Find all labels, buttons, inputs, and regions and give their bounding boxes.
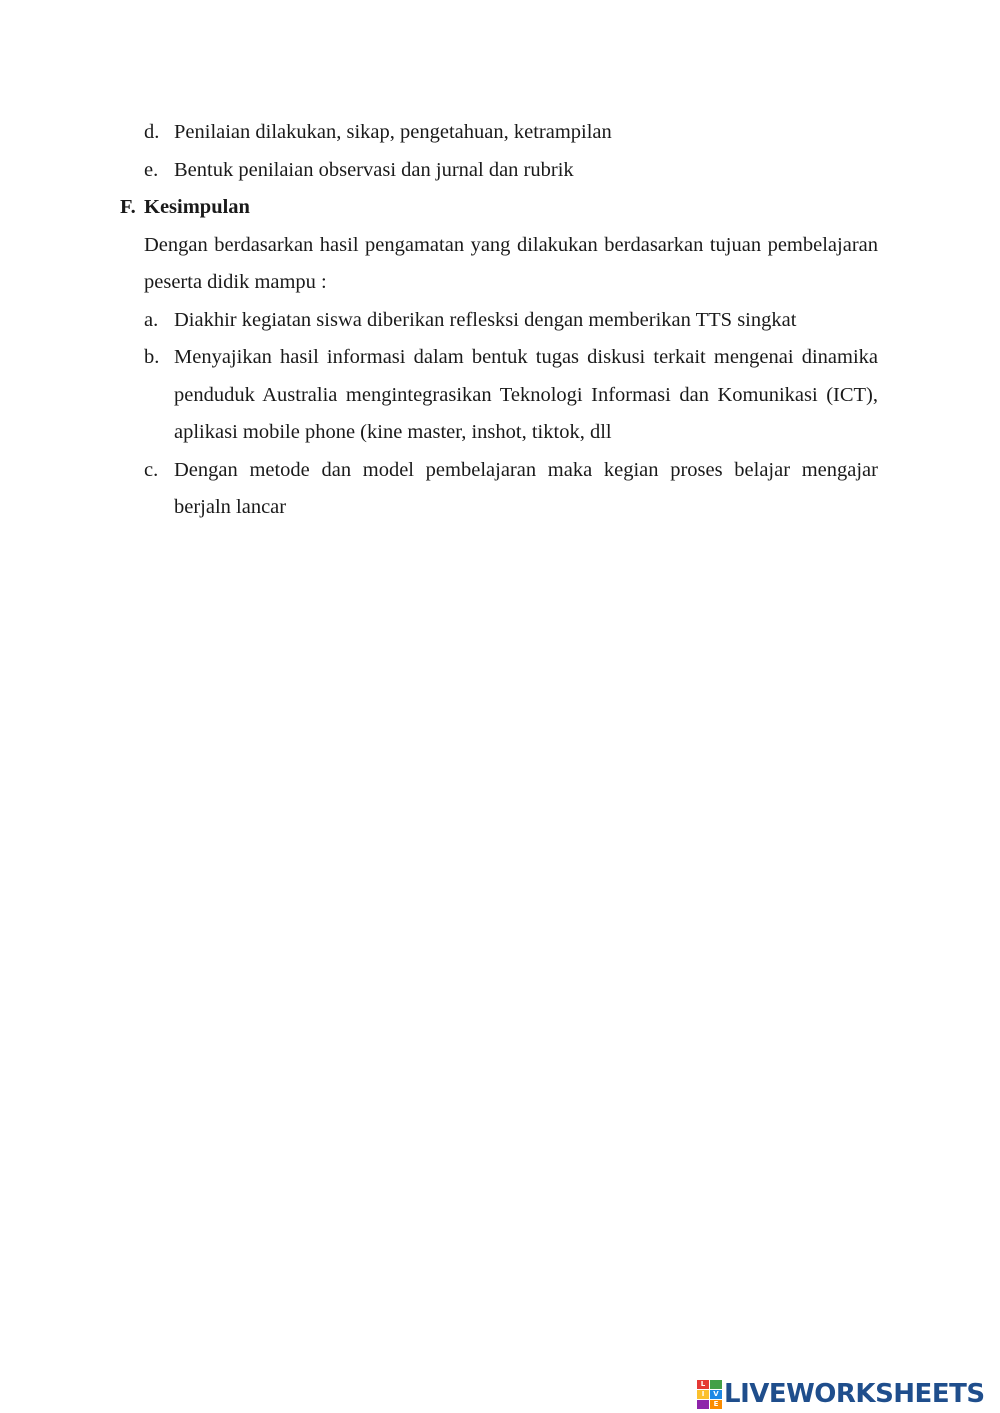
list-item-text: Penilaian dilakukan, sikap, pengetahuan, ketrampilan (174, 121, 612, 143)
list-item-text: Bentuk penilaian observasi dan jurnal dan rubrik (174, 158, 574, 181)
list-marker: a. (144, 308, 159, 331)
logo-tile (710, 1380, 722, 1389)
list-item-text: Menyajikan hasil informasi dalam bentuk tugas diskusi terkait mengenai dinamika penduduk Australia mengintegrasikan Teknologi Informasi dan Komunikasi (ICT), aplikasi mobile phone (kine master, inshot, tiktok, dll (174, 346, 878, 443)
logo-tile: L (697, 1380, 709, 1389)
section-heading (120, 189, 878, 227)
logo-tile: I (697, 1390, 709, 1399)
list-item-c (120, 452, 878, 527)
list-marker: c. (144, 458, 159, 481)
list-item-b (120, 339, 878, 452)
liveworksheets-logo-text: LIVEWORKSHEETS (724, 1379, 985, 1409)
list-item-text: Dengan metode dan model pembelajaran maka kegian proses belajar mengajar berjaln lancar (174, 458, 878, 518)
list-item-d (120, 114, 878, 152)
list-item-text: Diakhir kegiatan siswa diberikan reflesksi dengan memberikan TTS singkat (174, 308, 797, 331)
list-marker: d. (144, 121, 160, 143)
section-title: Kesimpulan (144, 196, 250, 218)
liveworksheets-logo-icon (697, 1380, 721, 1408)
logo-tile (697, 1400, 709, 1409)
logo-tile: V (710, 1390, 722, 1399)
section-marker: F. (120, 196, 136, 218)
list-marker: e. (144, 158, 159, 181)
list-item-e (120, 152, 878, 190)
list-item-a (120, 302, 878, 340)
liveworksheets-logo (697, 1376, 985, 1412)
document-content (120, 114, 878, 527)
list-marker: b. (144, 346, 160, 368)
logo-tile: E (710, 1400, 722, 1409)
section-intro: Dengan berdasarkan hasil pengamatan yang dilakukan berdasarkan tujuan pembelajaran peserta didik mampu : (144, 233, 878, 293)
